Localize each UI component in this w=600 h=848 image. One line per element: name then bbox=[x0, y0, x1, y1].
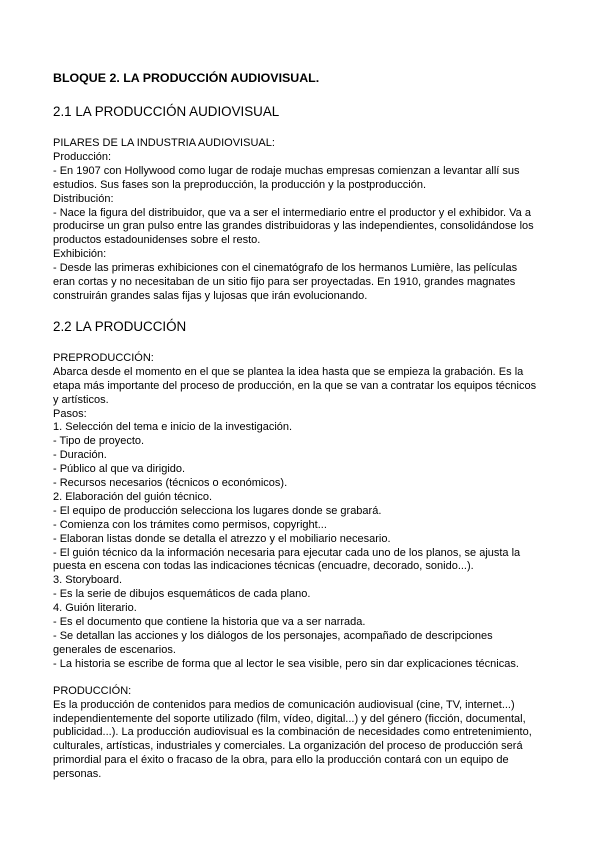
document-title: BLOQUE 2. LA PRODUCCIÓN AUDIOVISUAL. bbox=[53, 71, 320, 85]
text-line: - Elaboran listas donde se detalla el atrezzo y el mobiliario necesario. bbox=[53, 532, 391, 545]
text-line: independientemente del soporte utilizado (film, vídeo, digital...) y del género (ficción, documental, bbox=[53, 712, 526, 725]
text-line: personas. bbox=[53, 768, 102, 781]
text-line: Exhibición: bbox=[53, 248, 107, 261]
text-line: - El guión técnico da la información necesaria para ejecutar cada uno de los planos, se ajusta la bbox=[53, 546, 521, 559]
text-line: - Tipo de proyecto. bbox=[53, 435, 145, 448]
text-line: 2. Elaboración del guión técnico. bbox=[53, 490, 212, 503]
text-line: - Es la serie de dibujos esquemáticos de cada plano. bbox=[53, 588, 311, 601]
text-line: eran cortas y no necesitaban de un sitio fijo para ser proyectadas. En 1910, grandes magnates bbox=[53, 276, 516, 289]
text-line: - Es el documento que contiene la historia que va a ser narrada. bbox=[53, 616, 366, 629]
text-line: primordial para el éxito o fracaso de la obra, para ello la producción contará con un equipo de bbox=[53, 754, 509, 767]
text-line: estudios. Sus fases son la preproducción, la producción y la postproducción. bbox=[53, 178, 426, 191]
text-line: - Nace la figura del distribuidor, que va a ser el intermediario entre el productor y el exhibidor. Va a bbox=[53, 206, 531, 219]
text-line: 3. Storyboard. bbox=[53, 574, 123, 587]
text-line: - El equipo de producción selecciona los lugares donde se grabará. bbox=[53, 504, 382, 517]
section-heading-2-2: 2.2 LA PRODUCCIÓN bbox=[53, 318, 187, 334]
text-line: 1. Selección del tema e inicio de la investigación. bbox=[53, 421, 293, 434]
section-2-1-body bbox=[53, 137, 553, 304]
text-line: Es la producción de contenidos para medios de comunicación audiovisual (cine, TV, internet...) bbox=[53, 698, 515, 711]
text-line: publicidad...). La producción audiovisual es la combinación de necesidades como entretenimiento, bbox=[53, 726, 532, 739]
text-line: etapa más importante del proceso de producción, en la que se van a contratar los equipos técnicos bbox=[53, 379, 537, 392]
text-line: producirse un gran pulso entre las grandes distribuidoras y las independientes, consolidándose los bbox=[53, 220, 534, 233]
text-line: generales de escenarios. bbox=[53, 643, 176, 656]
text-line: - La historia se escribe de forma que al lector le sea visible, pero sin dar explicaciones técnicas. bbox=[53, 657, 519, 670]
section-heading-2-1: 2.1 LA PRODUCCIÓN AUDIOVISUAL bbox=[53, 104, 280, 119]
preproduccion-body bbox=[53, 352, 553, 672]
text-line: culturales, artísticas, industriales y comerciales. La organización del proceso de producción será bbox=[53, 740, 523, 753]
text-line: Pasos: bbox=[53, 407, 87, 420]
text-line: - Desde las primeras exhibiciones con el cinematógrafo de los hermanos Lumière, las películas bbox=[53, 262, 518, 275]
text-line: puesta en escena con todas las indicaciones técnicas (encuadre, decorado, sonido...). bbox=[53, 560, 474, 573]
text-line: - Comienza con los trámites como permisos, copyright... bbox=[53, 518, 327, 531]
text-line: PILARES DE LA INDUSTRIA AUDIOVISUAL: bbox=[53, 137, 275, 149]
text-line: 4. Guión literario. bbox=[53, 602, 137, 615]
text-line: construirán grandes salas fijas y lujosas que irán evolucionando. bbox=[53, 289, 368, 302]
text-line: Producción: bbox=[53, 150, 112, 163]
text-line: - Público al que va dirigido. bbox=[53, 463, 186, 476]
text-line: - Duración. bbox=[53, 449, 107, 462]
text-line: productos estadounidenses sobre el resto. bbox=[53, 234, 261, 247]
text-line: PREPRODUCCIÓN: bbox=[53, 351, 154, 364]
text-line: Distribución: bbox=[53, 192, 114, 205]
produccion-body bbox=[53, 685, 553, 782]
text-line: - Se detallan las acciones y los diálogos de los personajes, acompañado de descripciones bbox=[53, 630, 493, 642]
document-content bbox=[53, 70, 553, 782]
text-line: - Recursos necesarios (técnicos o económicos). bbox=[53, 477, 288, 490]
text-line: y artísticos. bbox=[53, 393, 109, 406]
text-line: PRODUCCIÓN: bbox=[53, 684, 132, 697]
text-line: - En 1907 con Hollywood como lugar de rodaje muchas empresas comienzan a levantar allí sus bbox=[53, 164, 520, 177]
text-line: Abarca desde el momento en el que se plantea la idea hasta que se empieza la grabación. Es la bbox=[53, 365, 524, 378]
